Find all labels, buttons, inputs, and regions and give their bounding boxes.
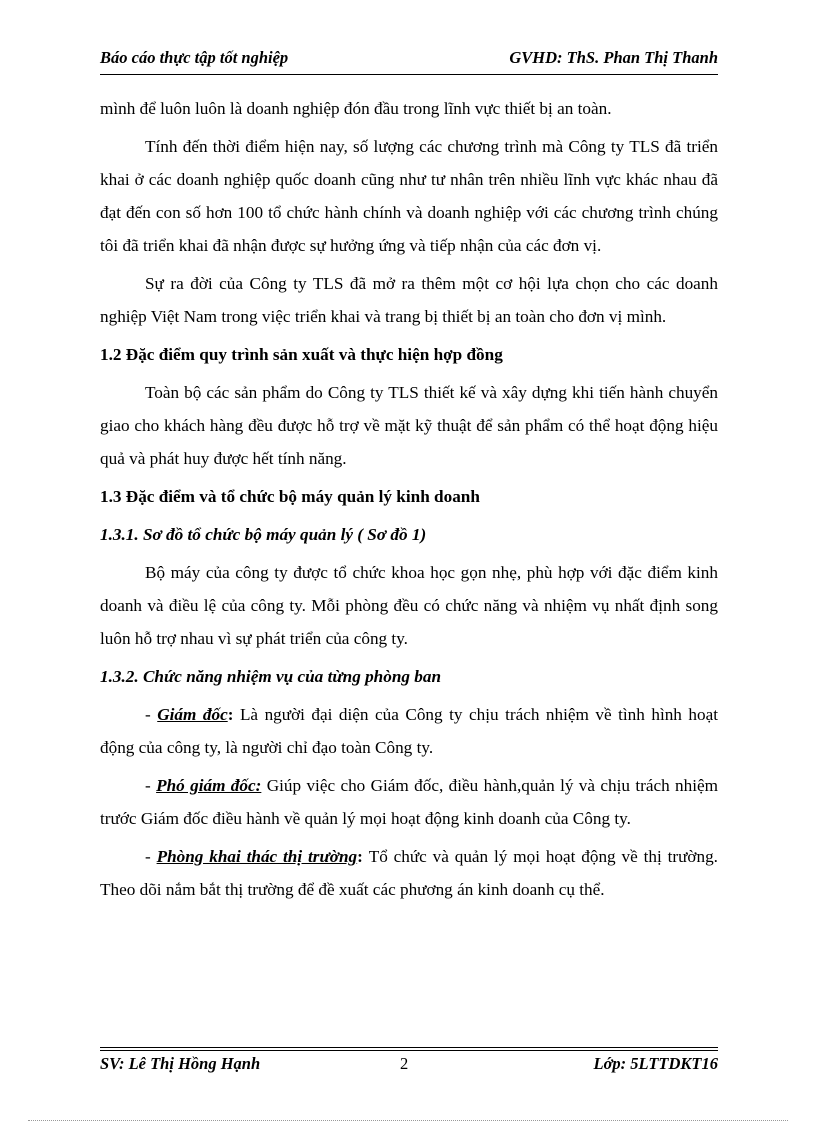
page-header (100, 48, 718, 70)
heading-1-3-2: 1.3.2. Chức năng nhiệm vụ của từng phòng ban (100, 667, 442, 686)
header-supervisor: GVHD: ThS. Phan Thị Thanh (509, 48, 718, 67)
list-item-market-department: - Phòng khai thác thị trường: Tổ chức và quản lý mọi hoạt động về thị trường. Theo dõi nắm bắt thị trường để đề xuất các phương án kinh doanh cụ thể. (100, 847, 718, 899)
term-director: Giám đốc (157, 705, 228, 724)
paragraph-2: Tính đến thời điểm hiện nay, số lượng các chương trình mà Công ty TLS đã triển khai ở các doanh nghiệp quốc doanh cũng như tư nhân trên nhiều lĩnh vực khác nhau đã đạt đến con số hơn 100 tổ chức hành chính và doanh nghiệp với các chương trình chúng tôi đã triển khai đã nhận được sự hưởng ứng và tiếp nhận của các đơn vị. (100, 137, 718, 255)
header-rule (100, 74, 718, 75)
heading-1-3-1: 1.3.1. Sơ đồ tổ chức bộ máy quản lý ( Sơ đồ 1) (100, 525, 427, 544)
list-item-deputy-director: - Phó giám đốc: Giúp việc cho Giám đốc, điều hành,quản lý và chịu trách nhiệm trước Giám đốc điều hành về quản lý mọi hoạt động kinh doanh của Công ty. (100, 776, 718, 828)
footer-rule-bottom (100, 1050, 718, 1051)
page-number: 2 (400, 1054, 409, 1073)
page-footer (100, 1054, 718, 1076)
term-market-department: Phòng khai thác thị trường (156, 847, 358, 866)
heading-1-2: 1.2 Đặc điểm quy trình sản xuất và thực hiện hợp đồng (100, 345, 503, 364)
list-item-director: - Giám đốc: Là người đại diện của Công ty chịu trách nhiệm về tình hình hoạt động của công ty, là người chỉ đạo toàn Công ty. (100, 705, 718, 757)
paragraph-1: mình để luôn luôn là doanh nghiệp đón đầu trong lĩnh vực thiết bị an toàn. (100, 99, 612, 118)
document-body (100, 92, 718, 911)
page-bottom-border (28, 1120, 788, 1121)
footer-class: Lớp: 5LTTDKT16 (593, 1054, 718, 1073)
footer-rule-top (100, 1047, 718, 1048)
paragraph-4: Toàn bộ các sản phẩm do Công ty TLS thiết kế và xây dựng khi tiến hành chuyển giao cho khách hàng đều được hỗ trợ về mặt kỹ thuật để sản phẩm có thể hoạt động hiệu quả và phát huy được hết tính năng. (100, 383, 718, 468)
term-deputy-director: Phó giám đốc: (156, 776, 262, 795)
paragraph-3: Sự ra đời của Công ty TLS đã mở ra thêm một cơ hội lựa chọn cho các doanh nghiệp Việt Nam trong việc triển khai và trang bị thiết bị an toàn cho đơn vị mình. (100, 274, 718, 326)
footer-student: SV: Lê Thị Hồng Hạnh (100, 1054, 261, 1073)
header-report-title: Báo cáo thực tập tốt nghiệp (100, 48, 289, 67)
heading-1-3: 1.3 Đặc điểm và tổ chức bộ máy quản lý kinh doanh (100, 487, 480, 506)
paragraph-5: Bộ máy của công ty được tổ chức khoa học gọn nhẹ, phù hợp với đặc điểm kinh doanh và điều lệ của công ty. Mỗi phòng đều có chức năng và nhiệm vụ nhất định song luôn hỗ trợ nhau vì sự phát triển của công ty. (100, 563, 718, 648)
